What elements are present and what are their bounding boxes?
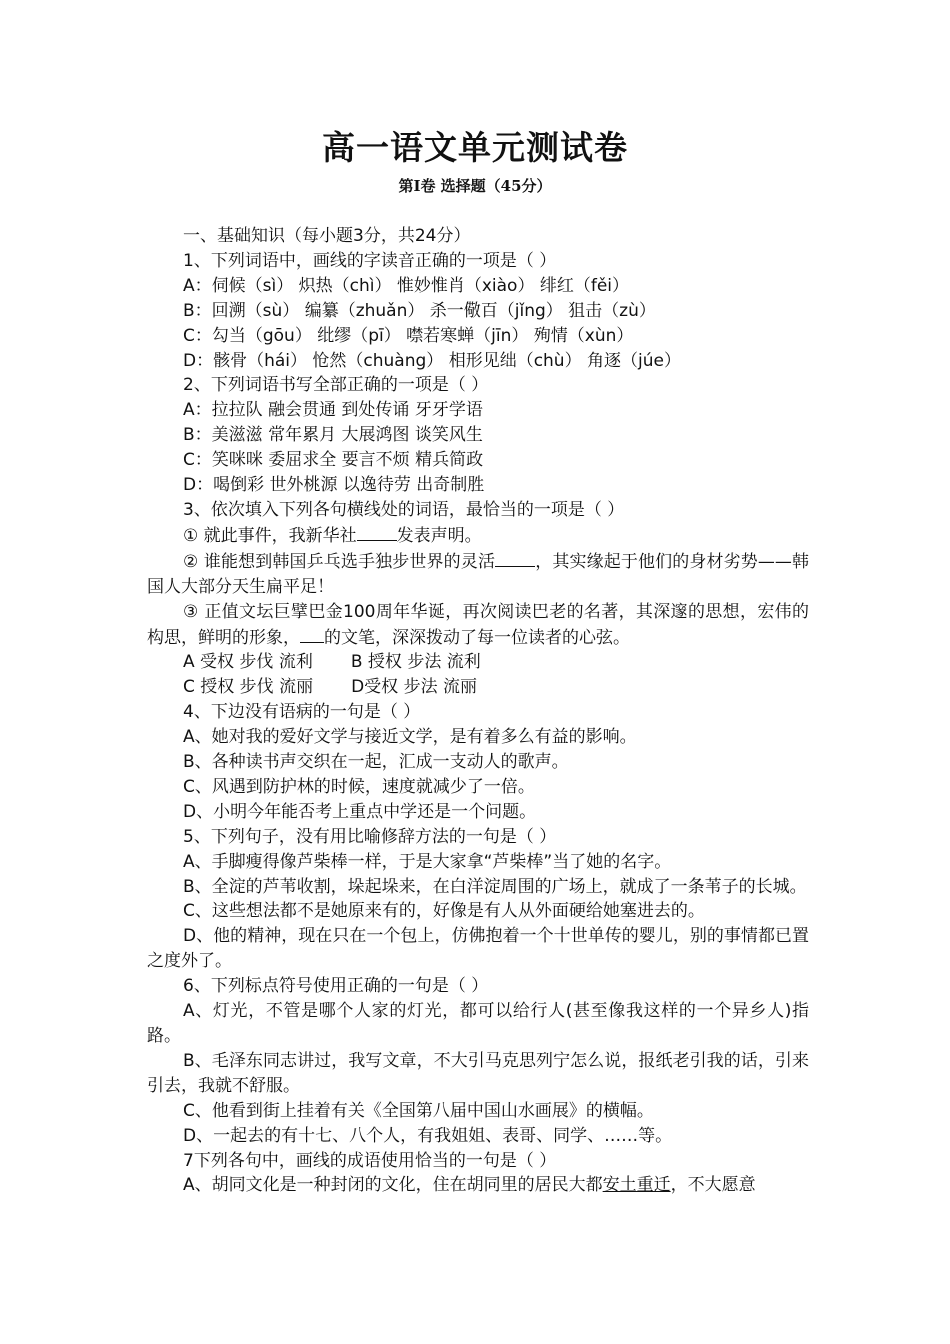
- question-5-option-a: A、手脚瘦得像芦柴棒一样，于是大家拿“芦柴棒”当了她的名字。: [183, 851, 672, 872]
- sentence-2-after-blank: ，其实缘起于他们的身材劣势——韩国人大部分天生扁平足！: [147, 551, 809, 597]
- question-3-option-b: B 授权 步法 流利: [350, 652, 481, 673]
- question-2-option-d: D：喝倒彩 世外桃源 以逸待劳 出奇制胜: [183, 475, 485, 496]
- document-body: [147, 224, 809, 1198]
- question-5-option-b: B、全淀的芦苇收割，垛起垛来，在白洋淀周围的广场上，就成了一条苇子的长城。: [183, 876, 807, 897]
- question-3-option-d: D受权 步法 流丽: [351, 677, 477, 698]
- question-6-option-a: A、灯光，不管是哪个人家的灯光，都可以给行人(甚至像我这样的一个异乡人)指路。: [147, 1001, 809, 1046]
- question-5-stem: 5、下列句子，没有用比喻修辞方法的一句是（ ）: [183, 826, 557, 847]
- question-3-option-a: A 受权 步伐 流利: [183, 652, 313, 673]
- question-3-options-row-1: [147, 650, 809, 675]
- fill-blank-2: [495, 549, 535, 567]
- question-3-sentence-1: [147, 523, 809, 549]
- question-3-stem: 3、依次填入下列各句横线处的词语，最恰当的一项是（ ）: [183, 499, 625, 520]
- question-4-option-a: A、她对我的爱好文学与接近文学，是有着多么有益的影响。: [183, 727, 637, 748]
- fill-blank-3: [300, 625, 324, 643]
- question-5-option-c: C、这些想法都不是她原来有的，好像是有人从外面硬给她塞进去的。: [183, 901, 705, 922]
- question-6-option-c: C、他看到街上挂着有关《全国第八届中国山水画展》的横幅。: [183, 1100, 654, 1121]
- question-6-option-d: D、一起去的有十七、八个人，有我姐姐、表哥、同学、……等。: [183, 1125, 673, 1146]
- question-1-stem: 1、下列词语中，画线的字读音正确的一项是（ ）: [183, 250, 557, 271]
- sentence-3-before-blank: ③ 正值文坛巨擘巴金100周年华诞，再次阅读巴老的名著，其深邃的思想，宏伟的构思，鲜明的形象，: [147, 601, 809, 648]
- question-4-stem: 4、下边没有语病的一句是（ ）: [183, 702, 421, 723]
- q7-option-a-before: A、胡同文化是一种封闭的文化，住在胡同里的居民大都: [183, 1175, 603, 1196]
- question-3-options-row-2: [147, 675, 809, 700]
- question-3-sentence-2: [147, 549, 809, 600]
- sentence-1-before-blank: ① 就此事件，我新华社: [183, 525, 357, 546]
- question-2-option-b: B：美滋滋 常年累月 大展鸿图 谈笑风生: [183, 425, 483, 446]
- question-2-stem: 2、下列词语书写全部正确的一项是（ ）: [183, 375, 489, 396]
- question-1-option-a: A：伺候（sì） 炽热（chì） 惟妙惟肖（xiào） 绯红（fěi）: [183, 275, 630, 296]
- question-4-option-b: B、各种读书声交织在一起，汇成一支动人的歌声。: [183, 752, 569, 773]
- section-heading: 一、基础知识（每小题3分，共24分）: [183, 226, 471, 246]
- underlined-idiom: 安土重迁: [602, 1175, 671, 1196]
- question-6-option-b: B、毛泽东同志讲过，我写文章，不大引马克思列宁怎么说，报纸老引我的话，引来引去，我就不舒服。: [147, 1050, 809, 1096]
- question-7-option-a: [147, 1173, 809, 1198]
- question-3-sentence-3: [147, 600, 809, 651]
- q7-option-a-after: ，不大愿意: [670, 1175, 756, 1196]
- question-1-option-d: D：骸骨（hái） 怆然（chuàng） 相形见绌（chù） 角逐（júe）: [183, 350, 681, 371]
- question-4-option-c: C、风遇到防护林的时候，速度就减少了一倍。: [183, 776, 535, 797]
- page-subtitle: 第Ⅰ卷 选择题（45分）: [398, 177, 552, 195]
- fill-blank-1: [357, 523, 397, 541]
- question-1-option-b: B：回溯（sù） 编纂（zhuǎn） 杀一儆百（jǐng） 狙击（zù）: [183, 300, 656, 321]
- sentence-1-after-blank: 发表声明。: [396, 525, 482, 546]
- question-7-stem: 7下列各句中，画线的成语使用恰当的一句是（ ）: [183, 1150, 557, 1171]
- page-title: 高一语文单元测试卷: [322, 128, 628, 167]
- question-6-stem: 6、下列标点符号使用正确的一句是（ ）: [183, 976, 489, 997]
- sentence-2-before-blank: ② 谁能想到韩国乒乓选手独步世界的灵活: [183, 551, 496, 572]
- question-1-option-c: C：勾当（gōu） 纰缪（pī） 噤若寒蝉（jīn） 殉情（xùn）: [183, 325, 634, 346]
- question-5-option-d: D、他的精神，现在只在一个包上，仿佛抱着一个十世单传的婴儿，别的事情都已置之度外了。: [147, 926, 809, 972]
- question-2-option-c: C：笑咪咪 委屈求全 要言不烦 精兵简政: [183, 450, 484, 471]
- question-4-option-d: D、小明今年能否考上重点中学还是一个问题。: [183, 801, 537, 822]
- sentence-3-after-blank: 的文笔，深深拨动了每一位读者的心弦。: [324, 627, 630, 648]
- question-3-option-c: C 授权 步伐 流丽: [183, 677, 314, 698]
- question-2-option-a: A：拉拉队 融会贯通 到处传诵 牙牙学语: [183, 400, 483, 421]
